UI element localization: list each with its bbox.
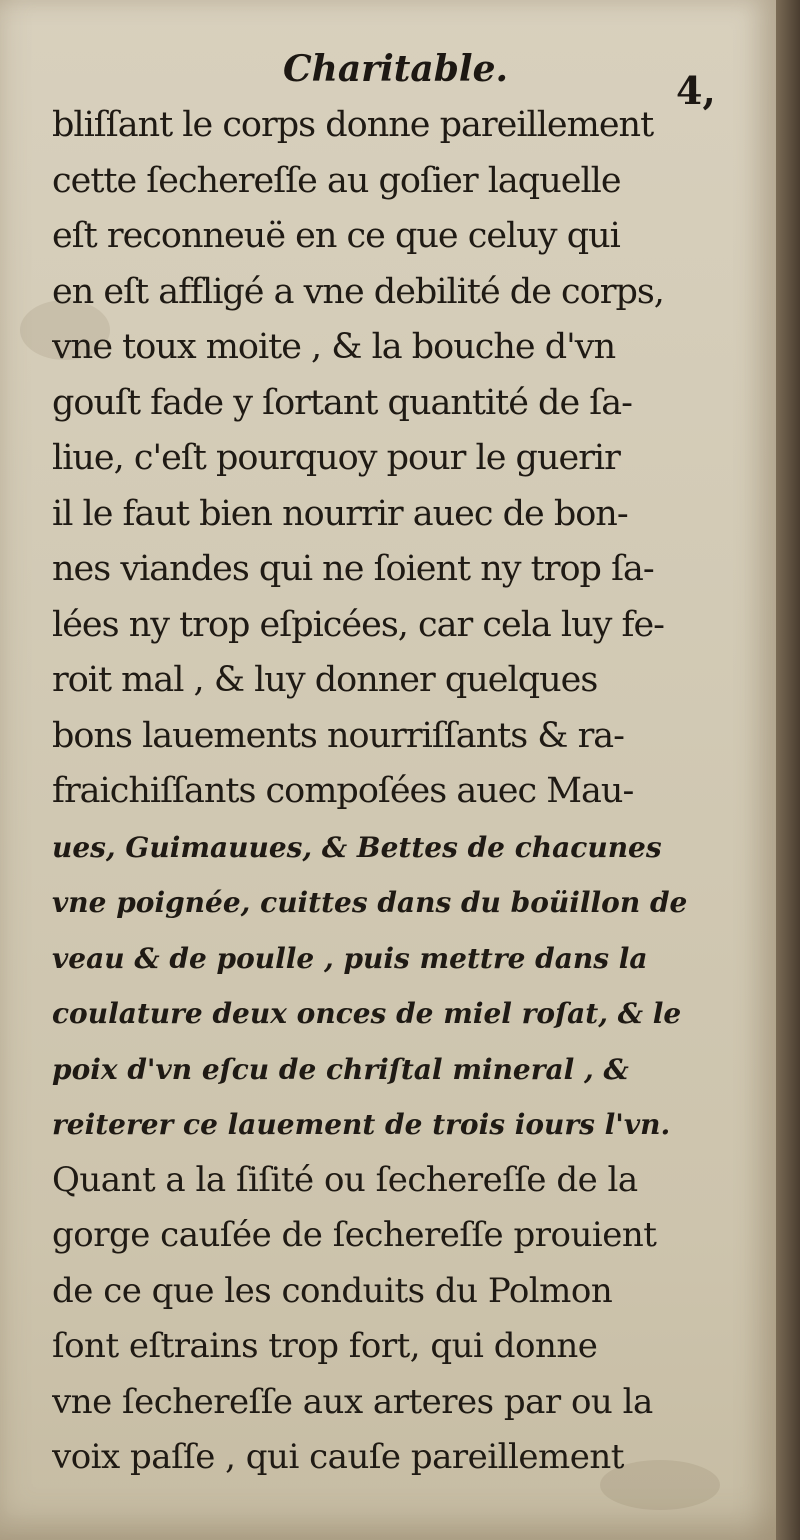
text-line: fraichiſſants compoſées auec Mau- (52, 771, 634, 811)
text-line: bons lauements nourriſſants & ra- (52, 715, 624, 756)
text-line: nes viandes qui ne ſoient ny trop ſa- (52, 549, 654, 589)
text-line: il le faut bien nourrir auec de bon- (52, 493, 628, 534)
text-line: gouſt fade y ſortant quantité de ſa- (52, 382, 632, 423)
body-text (52, 98, 764, 1486)
text-line: voix paſſe , qui cauſe pareillement (52, 1437, 624, 1477)
text-line: liue, c'eſt pourquoy pour le guerir (52, 438, 620, 478)
text-line: ſont eſtrains trop fort, qui donne (52, 1326, 598, 1366)
text-line: vne toux moite , & la bouche d'vn (52, 327, 616, 367)
text-line: Quant a la ſiſité ou ſechereſſe de la (52, 1159, 638, 1200)
text-line: ues, Guimauues, & Bettes de chacunes (52, 830, 662, 864)
text-line: roit mal , & luy donner quelques (52, 660, 598, 700)
text-line: lées ny trop eſpicées, car cela luy fe- (52, 604, 665, 645)
page-number: 4, (676, 68, 716, 113)
text-line: de ce que les conduits du Polmon (52, 1270, 613, 1311)
text-line: reiterer ce lauement de trois iours l'vn. (52, 1108, 671, 1141)
running-head: Charitable. (283, 48, 509, 90)
text-line: poix d'vn eſcu de chriſtal mineral , & (52, 1052, 629, 1086)
book-gutter (776, 0, 800, 1540)
text-line: coulature deux onces de miel roſat, & le (52, 997, 682, 1030)
text-line: vne poignée, cuittes dans du boüillon de (52, 886, 688, 919)
text-line: veau & de poulle , puis mettre dans la (52, 941, 648, 975)
text-line: vne ſechereſſe aux arteres par ou la (52, 1381, 653, 1422)
text-line: cette ſechereſſe au goſier laquelle (52, 160, 621, 201)
text-line: en eſt affligé a vne debilité de corps, (52, 271, 664, 312)
text-line: eſt reconneuë en ce que celuy qui (52, 216, 620, 256)
text-line: gorge cauſée de ſechereſſe prouient (52, 1215, 657, 1255)
text-line: bliſſant le corps donne pareillement (52, 105, 654, 145)
